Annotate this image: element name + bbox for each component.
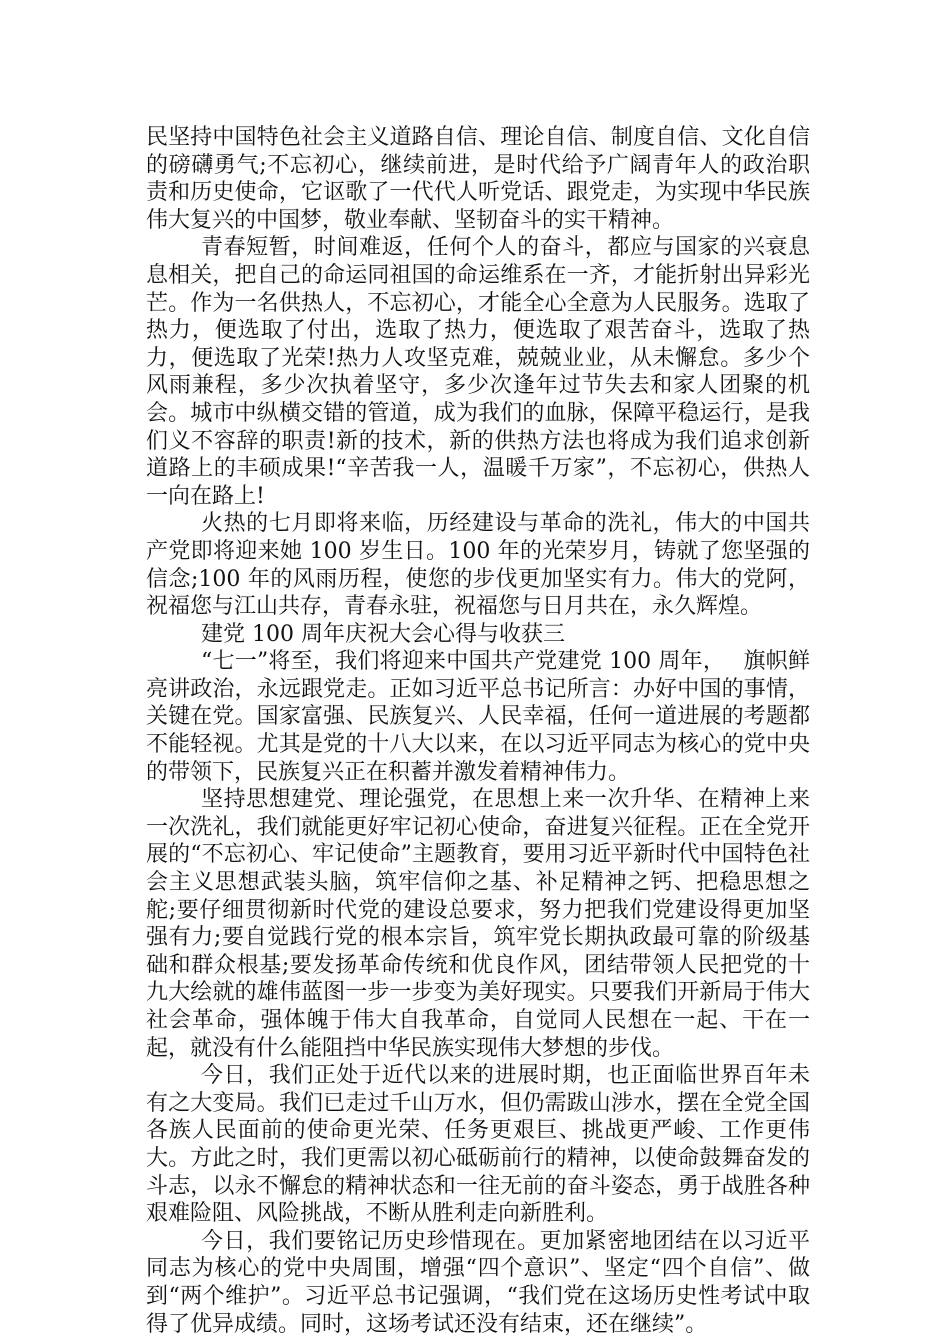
paragraph: 民坚持中国特色社会主义道路自信、理论自信、制度自信、文化自信的磅礴勇气;不忘初心，继续前进，是时代给予广阔青年人的政治职责和历史使命，它讴歌了一代代人听党话、跟党走，为实现中华民族伟大复兴的中国梦，敬业奉献、坚韧奋斗的实干精神。 — [146, 125, 810, 233]
paragraph: 火热的七月即将来临，历经建设与革命的洗礼，伟大的中国共产党即将迎来她 100 岁生日。100 年的光荣岁月，铸就了您坚强的信念;100 年的风雨历程，使您的步伐更加坚实有力。伟大的党阿，祝福您与江山共存，青春永驻，祝福您与日月共在，永久辉煌。 — [146, 511, 810, 620]
section-title: 建党 100 周年庆祝大会心得与收获三 — [201, 621, 565, 647]
paragraph: “七一”将至，我们将迎来中国共产党建党 100 周年， 旗帜鲜亮讲政治，永远跟党走。正如习近平总书记所言：办好中国的事情，关键在党。国家富强、民族复兴、人民幸福，任何一道进展的考题都不能轻视。尤其是党的十八大以来，在以习近平同志为核心的党中央的带领下，民族复兴正在积蓄并激发着精神伟力。 — [146, 649, 810, 785]
paragraph: 今日，我们要铭记历史珍惜现在。更加紧密地团结在以习近平同志为核心的党中央周围，增强“四个意识”、坚定“四个自信”、做到“两个维护”。习近平总书记强调，“我们党在这场历史性考试中取得了优异成绩。同时，这场考试还没有结束，还在继续”。 — [146, 1228, 810, 1337]
document-body — [146, 124, 810, 1338]
paragraph: 坚持思想建党、理论强党，在思想上来一次升华、在精神上来一次洗礼，我们就能更好牢记初心使命，奋进复兴征程。正在全党开展的“不忘初心、牢记使命”主题教育，要用习近平新时代中国特色社会主义思想武装头脑，筑牢信仰之基、补足精神之钙、把稳思想之舵;要仔细贯彻新时代党的建设总要求，努力把我们党建设得更加坚强有力;要自觉践行党的根本宗旨，筑牢党长期执政最可靠的阶级基础和群众根基;要发扬革命传统和优良作风，团结带领人民把党的十九大绘就的雄伟蓝图一步一步变为美好现实。只要我们开新局于伟大社会革命，强体魄于伟大自我革命，自觉同人民想在一起、干在一起，就没有什么能阻挡中华民族实现伟大梦想的步伐。 — [146, 787, 810, 1061]
paragraph: 青春短暂，时间难返，任何个人的奋斗，都应与国家的兴衰息息相关，把自己的命运同祖国的命运维系在一齐，才能折射出异彩光芒。作为一名供热人，不忘初心，才能全心全意为人民服务。选取了热力，便选取了付出，选取了热力，便选取了艰苦奋斗，选取了热力，便选取了光荣!热力人攻坚克难，兢兢业业，从未懈怠。多少个风雨兼程，多少次执着坚守，多少次逢年过节失去和家人团聚的机会。城市中纵横交错的管道，成为我们的血脉，保障平稳运行，是我们义不容辞的职责!新的技术，新的供热方法也将成为我们追求创新道路上的丰硕成果!“辛苦我一人，温暖千万家”，不忘初心，供热人一向在路上! — [146, 235, 810, 509]
paragraph: 今日，我们正处于近代以来的进展时期，也正面临世界百年未有之大变局。我们已走过千山万水，但仍需跋山涉水，摆在全党全国各族人民面前的使命更光荣、任务更艰巨、挑战更严峻、工作更伟大。方此之时，我们更需以初心砥砺前行的精神，以使命鼓舞奋发的斗志，以永不懈怠的精神状态和一往无前的奋斗姿态，勇于战胜各种艰难险阻、风险挑战，不断从胜利走向新胜利。 — [146, 1063, 810, 1227]
